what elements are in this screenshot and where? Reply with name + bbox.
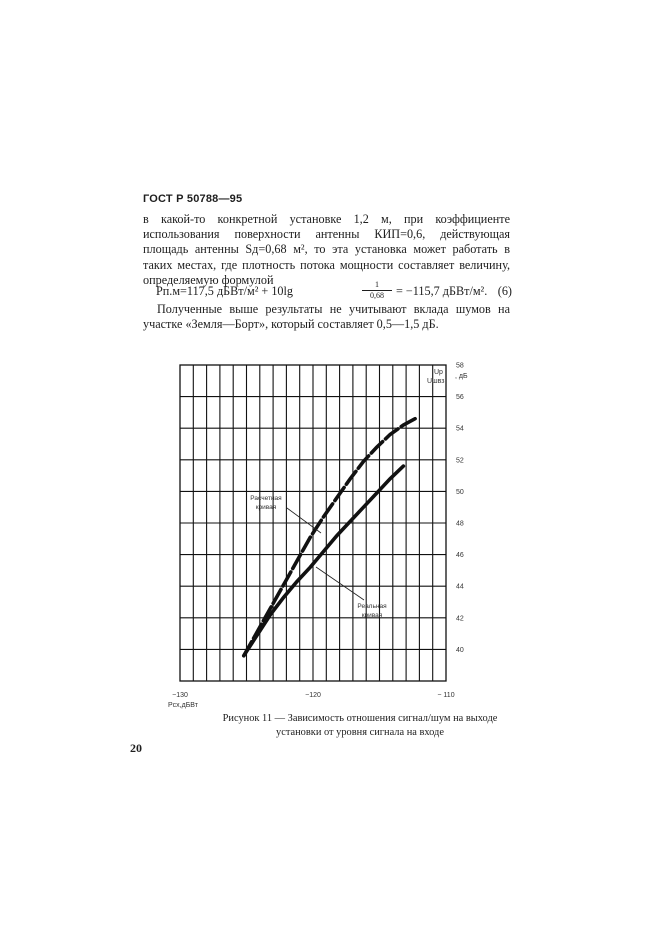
y-tick-label: 58 bbox=[456, 362, 464, 370]
x-tick-label: −130 bbox=[172, 692, 188, 699]
y-tick-label: 54 bbox=[456, 425, 464, 433]
y-tick-label: 42 bbox=[456, 615, 464, 623]
y-tick-label: 44 bbox=[456, 583, 464, 591]
paragraph-2: Полученные выше результаты не учитывают вклада шумов на участке «Земля—Борт», который составляет 0,5—1,5 дБ. bbox=[143, 302, 510, 332]
fraction-denominator: 0,68 bbox=[370, 291, 384, 300]
annotation-leader-calculated bbox=[287, 508, 321, 533]
y-tick-label: 48 bbox=[456, 520, 464, 528]
y-title-denominator: Uшвз bbox=[427, 378, 445, 385]
y-tick-label: 46 bbox=[456, 552, 464, 560]
paragraph-1: в какой-то конкретной установке 1,2 м, при коэффициенте использования поверхности антенны КИП=0,6, действующая площадь антенны Sд=0,68 м², то эта установка может работать в таких местах, где плотность потока мощности составляет величину, определяемую формулой bbox=[143, 212, 510, 287]
fraction-numerator: 1 bbox=[362, 280, 392, 291]
chart-curves bbox=[244, 417, 418, 656]
y-title-unit: , дБ bbox=[455, 373, 468, 380]
annotation-real-line-1: Реальная bbox=[357, 603, 387, 610]
page-number: 20 bbox=[130, 741, 142, 755]
annotation-real-line-2: кривая bbox=[361, 612, 383, 619]
y-tick-label: 56 bbox=[456, 394, 464, 402]
x-tick-label: − 110 bbox=[437, 692, 455, 699]
y-tick-label: 40 bbox=[456, 646, 464, 654]
document-header: ГОСТ Р 50788—95 bbox=[143, 193, 243, 205]
caption-line-2: установки от уровня сигнала на входе bbox=[276, 727, 444, 738]
y-tick-label: 50 bbox=[456, 488, 464, 496]
calculated-curve bbox=[244, 417, 418, 656]
x-tick-labels bbox=[172, 692, 455, 699]
caption-line-1: Рисунок 11 — Зависимость отношения сигнал/шум на выходе bbox=[222, 713, 498, 724]
annotation-calculated-line-2: кривая bbox=[255, 504, 277, 511]
equation-number: (6) bbox=[497, 284, 512, 298]
formula-lhs: Pп.м=117,5 дБВт/м² + 10lg bbox=[156, 284, 293, 298]
x-axis-title: Pсх,дБВт bbox=[168, 702, 198, 709]
annotation-calculated-line-1: Расчетная bbox=[250, 495, 282, 502]
x-tick-label: −120 bbox=[305, 692, 321, 699]
formula-rhs: = −115,7 дБВт/м². bbox=[396, 284, 488, 298]
y-tick-labels bbox=[456, 363, 464, 654]
y-title-numerator: Uр bbox=[434, 369, 443, 376]
y-tick-label: 52 bbox=[456, 457, 464, 465]
figure-caption bbox=[200, 712, 520, 740]
chart-grid bbox=[180, 365, 446, 681]
